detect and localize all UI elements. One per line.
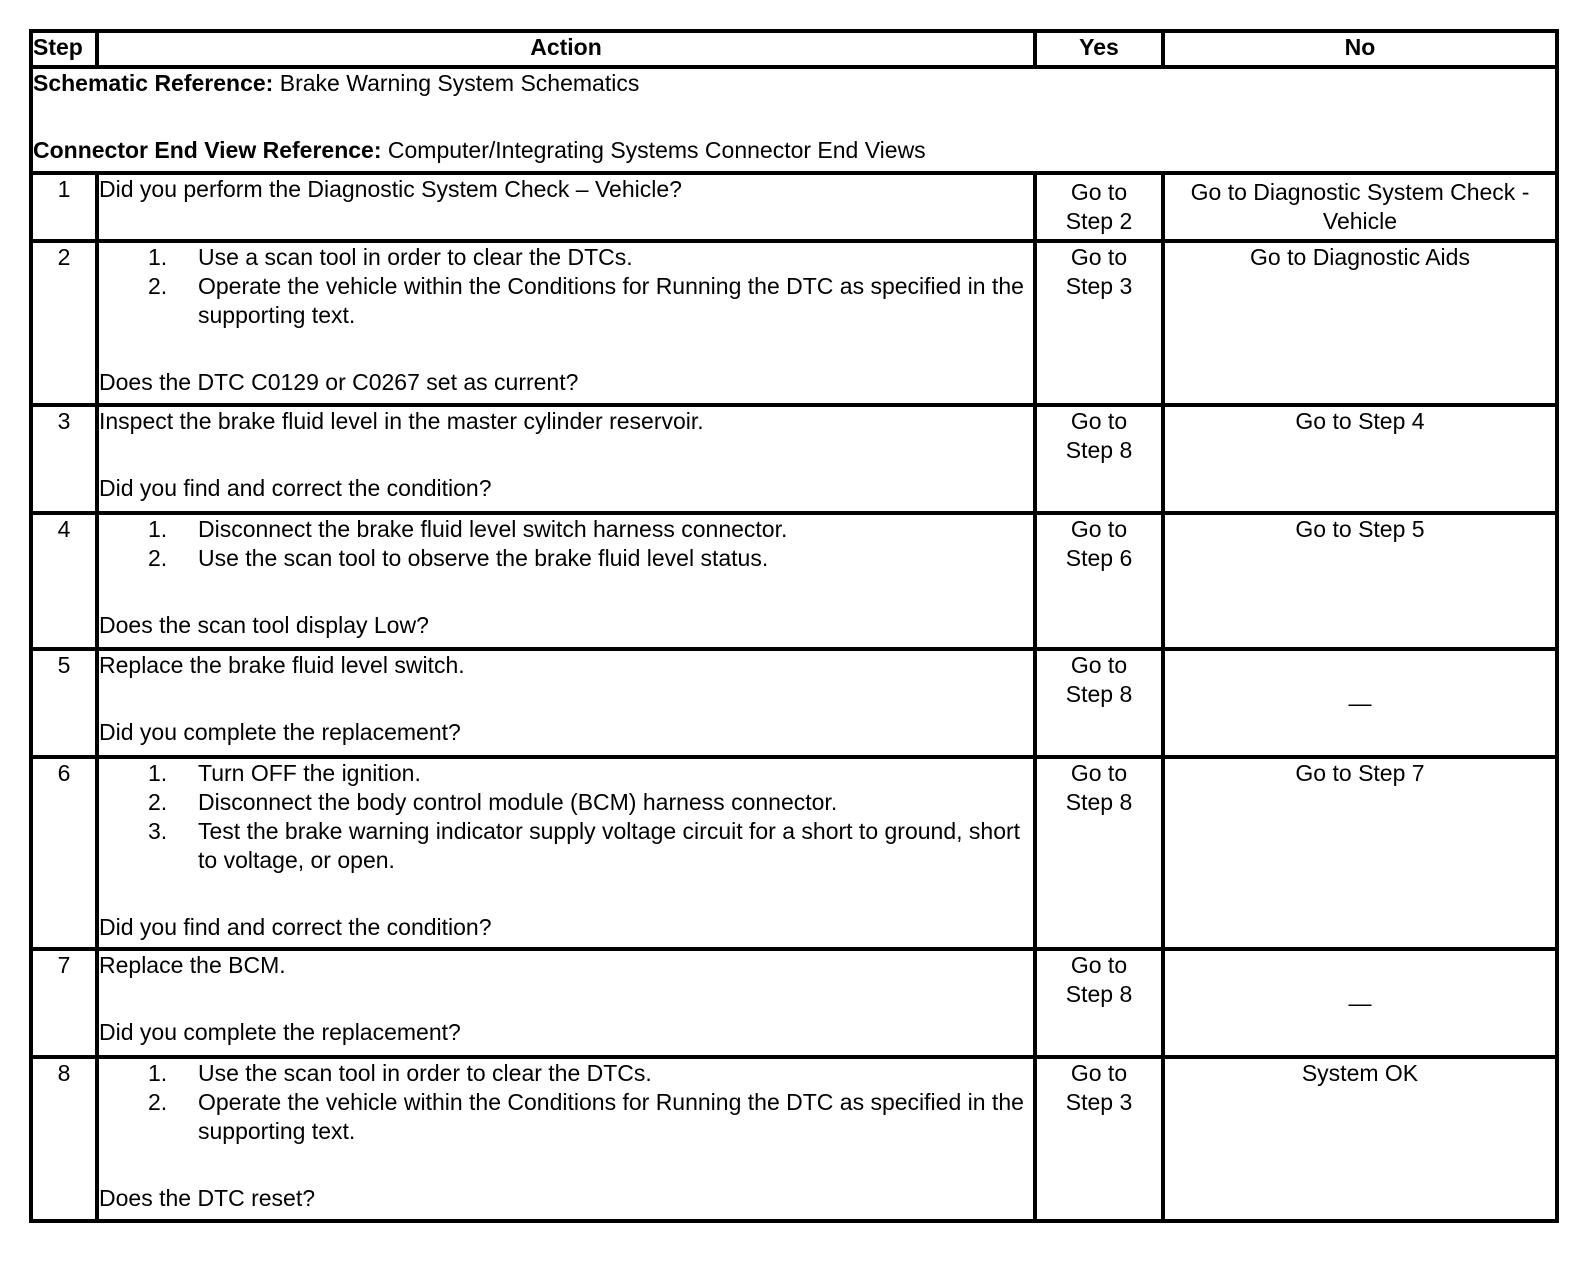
no-result-text: Go to Step 4 <box>1295 408 1425 434</box>
procedure-list <box>99 1059 1033 1146</box>
no-result <box>1163 405 1557 513</box>
step-question: Does the DTC C0129 or C0267 set as current? <box>99 369 579 395</box>
header-no: No <box>1163 31 1557 67</box>
procedure-item-number: 2. <box>148 1089 168 1115</box>
no-result-text: — <box>1348 989 1372 1016</box>
step-row <box>31 1057 1557 1221</box>
step-row <box>31 513 1557 649</box>
header-row <box>31 31 1557 67</box>
yes-result <box>1035 241 1163 405</box>
no-result-text: — <box>1348 689 1372 716</box>
diagnostic-table <box>29 29 1559 1223</box>
no-result <box>1163 513 1557 649</box>
yes-result-text: Go to Step 3 <box>1065 1060 1133 1115</box>
procedure-item-number: 2. <box>148 789 168 815</box>
procedure-item <box>99 1088 1033 1146</box>
step-question: Did you complete the replacement? <box>99 719 461 745</box>
procedure-list <box>99 759 1033 875</box>
no-result-text: System OK <box>1301 1060 1419 1086</box>
no-result-text: Go to Diagnostic System Check - Vehicle <box>1190 179 1530 234</box>
header-step: Step <box>31 31 97 67</box>
step-number: 1 <box>31 173 97 241</box>
yes-result-text: Go to Step 8 <box>1065 652 1133 707</box>
step-action <box>97 649 1035 757</box>
no-result <box>1163 1057 1557 1221</box>
step-number: 6 <box>31 757 97 949</box>
schematic-reference-label: Schematic Reference: <box>33 70 274 96</box>
no-result <box>1163 173 1557 241</box>
procedure-item-text: Turn OFF the ignition. <box>198 760 421 786</box>
step-action <box>97 757 1035 949</box>
step-row <box>31 405 1557 513</box>
schematic-reference <box>33 69 1555 98</box>
procedure-item-text: Disconnect the body control module (BCM) harness connector. <box>198 789 838 815</box>
no-result <box>1163 241 1557 405</box>
step-instruction: Inspect the brake fluid level in the master cylinder reservoir. <box>99 408 704 434</box>
step-question: Did you perform the Diagnostic System Check – Vehicle? <box>99 176 682 202</box>
procedure-item-text: Operate the vehicle within the Conditions for Running the DTC as specified in the supporting text. <box>198 1089 1024 1144</box>
procedure-item-number: 1. <box>148 244 168 270</box>
header-yes: Yes <box>1035 31 1163 67</box>
yes-result-text: Go to Step 2 <box>1065 179 1133 234</box>
procedure-item <box>99 817 1033 875</box>
step-action <box>97 173 1035 241</box>
yes-result <box>1035 757 1163 949</box>
step-action <box>97 513 1035 649</box>
step-row <box>31 757 1557 949</box>
procedure-item-text: Test the brake warning indicator supply voltage circuit for a short to ground, short to voltage, or open. <box>198 818 1021 873</box>
procedure-item-text: Use a scan tool in order to clear the DTCs. <box>198 244 633 270</box>
step-action <box>97 1057 1035 1221</box>
step-row <box>31 949 1557 1057</box>
reference-cell <box>31 67 1557 173</box>
connector-reference-value: Computer/Integrating Systems Connector End Views <box>387 137 926 163</box>
yes-result <box>1035 649 1163 757</box>
yes-result-text: Go to Step 8 <box>1065 760 1133 815</box>
step-question: Does the scan tool display Low? <box>99 612 429 638</box>
yes-result-text: Go to Step 3 <box>1065 244 1133 299</box>
procedure-item-number: 2. <box>148 545 168 571</box>
no-result <box>1163 649 1557 757</box>
yes-result-text: Go to Step 8 <box>1065 952 1133 1007</box>
step-row <box>31 649 1557 757</box>
step-instruction: Replace the brake fluid level switch. <box>99 652 465 678</box>
yes-result <box>1035 1057 1163 1221</box>
procedure-item <box>99 544 1033 573</box>
procedure-item <box>99 272 1033 330</box>
no-result-text: Go to Diagnostic Aids <box>1250 244 1470 270</box>
procedure-item-text: Operate the vehicle within the Conditions for Running the DTC as specified in the supporting text. <box>198 273 1024 328</box>
no-result <box>1163 757 1557 949</box>
procedure-item-text: Use the scan tool in order to clear the DTCs. <box>198 1060 652 1086</box>
yes-result <box>1035 949 1163 1057</box>
procedure-item-number: 2. <box>148 273 168 299</box>
step-action <box>97 241 1035 405</box>
reference-row <box>31 67 1557 173</box>
procedure-item <box>99 788 1033 817</box>
step-row <box>31 173 1557 241</box>
step-number: 8 <box>31 1057 97 1221</box>
procedure-item-number: 1. <box>148 760 168 786</box>
step-number: 5 <box>31 649 97 757</box>
procedure-item-number: 3. <box>148 818 168 844</box>
step-row <box>31 241 1557 405</box>
procedure-item-text: Disconnect the brake fluid level switch harness connector. <box>198 516 788 542</box>
yes-result-text: Go to Step 8 <box>1065 408 1133 463</box>
procedure-list <box>99 515 1033 573</box>
procedure-item-number: 1. <box>148 516 168 542</box>
procedure-item <box>99 243 1033 272</box>
step-action <box>97 949 1035 1057</box>
yes-result <box>1035 513 1163 649</box>
step-number: 2 <box>31 241 97 405</box>
no-result-text: Go to Step 7 <box>1295 760 1425 786</box>
yes-result-text: Go to Step 6 <box>1065 516 1133 571</box>
procedure-item <box>99 759 1033 788</box>
step-question: Did you find and correct the condition? <box>99 914 492 940</box>
schematic-reference-value: Brake Warning System Schematics <box>279 70 640 96</box>
procedure-item-text: Use the scan tool to observe the brake fluid level status. <box>198 545 769 571</box>
no-result <box>1163 949 1557 1057</box>
step-action <box>97 405 1035 513</box>
no-result-text: Go to Step 5 <box>1295 516 1425 542</box>
procedure-item-number: 1. <box>148 1060 168 1086</box>
yes-result <box>1035 173 1163 241</box>
step-number: 4 <box>31 513 97 649</box>
connector-reference <box>33 136 1555 165</box>
procedure-item <box>99 1059 1033 1088</box>
step-question: Did you find and correct the condition? <box>99 475 492 501</box>
step-question: Does the DTC reset? <box>99 1185 316 1211</box>
procedure-list <box>99 243 1033 330</box>
step-instruction: Replace the BCM. <box>99 952 286 978</box>
step-number: 7 <box>31 949 97 1057</box>
step-number: 3 <box>31 405 97 513</box>
yes-result <box>1035 405 1163 513</box>
procedure-item <box>99 515 1033 544</box>
connector-reference-label: Connector End View Reference: <box>33 137 382 163</box>
header-action: Action <box>97 31 1035 67</box>
step-question: Did you complete the replacement? <box>99 1019 461 1045</box>
